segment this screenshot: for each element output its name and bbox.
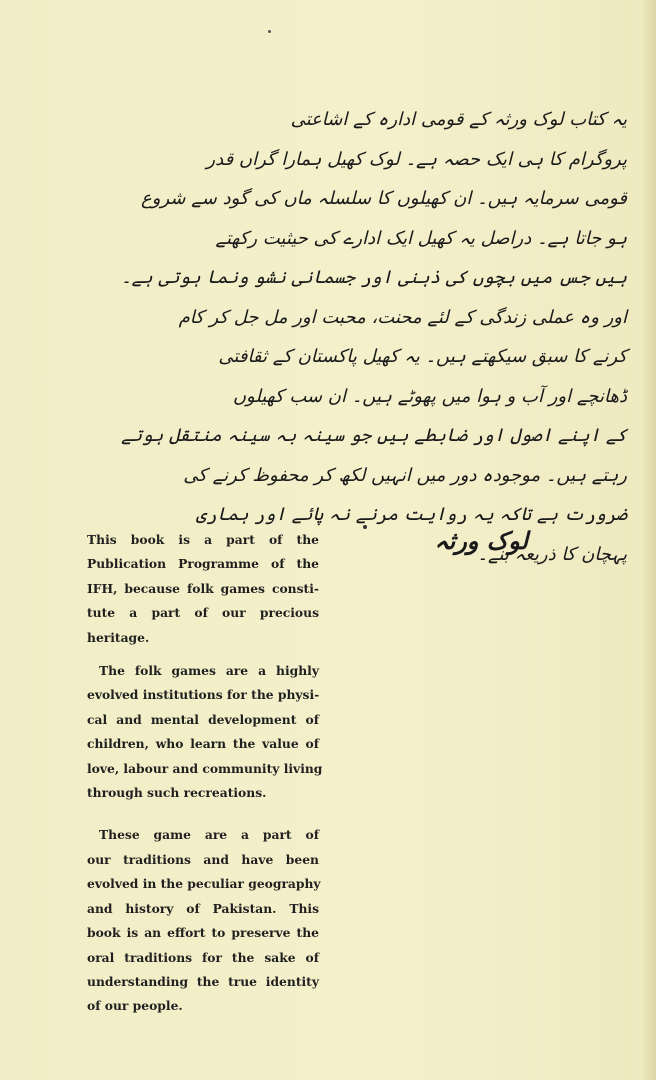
text-line: These game are a part of xyxy=(99,827,319,843)
urdu-line: ڈھانچے اور آب و ہوا میں پھوٹے ہیں۔ ان سب کھیلوں xyxy=(232,385,627,407)
text-line: understanding the true identity xyxy=(87,973,319,989)
text-line: tute a part of our precious xyxy=(87,605,319,621)
urdu-line: ہو جاتا ہے۔ دراصل یہ کھیل ایک ادارے کی حیثیت رکھتے xyxy=(215,227,627,249)
urdu-line: ضرورت ہے تاکہ یہ روایت مرنے نہ پائے اور ہماری xyxy=(195,504,627,525)
text-line: oral traditions for the sake of xyxy=(87,949,319,965)
urdu-line: ہیں جس میں بچوں کی ذہنی اور جسمانی نشو ونما ہوتی ہے۔ xyxy=(121,267,627,288)
urdu-line: رہتے ہیں۔ موجودہ دور میں انہیں لکھ کر محفوظ کرنے کی xyxy=(183,464,627,486)
text-line: our traditions and have been xyxy=(87,851,319,867)
english-paragraph-1 xyxy=(87,528,319,650)
text-line: through such recreations. xyxy=(87,785,267,801)
ink-speck xyxy=(268,30,271,33)
text-line: love, labour and community living xyxy=(87,760,323,776)
text-line: evolved in the peculiar geography xyxy=(87,876,321,892)
text-line: heritage. xyxy=(87,629,150,645)
english-paragraph-2 xyxy=(87,659,323,805)
english-text xyxy=(87,528,323,1019)
urdu-line: پہچان کا ذریعہ بنے۔ xyxy=(477,543,627,565)
text-line: The folk games are a highly xyxy=(99,663,319,679)
urdu-line: اور وہ عملی زندگی کے لئے محنت، محبت اور مل جل کر کام xyxy=(178,306,627,328)
text-line: cal and mental development of xyxy=(87,711,319,727)
urdu-line: کرنے کا سبق سیکھتے ہیں۔ یہ کھیل پاکستان کے ثقافتی xyxy=(218,346,627,367)
urdu-line: پروگرام کا ہی ایک حصہ ہے۔ لوک کھیل ہمارا گراں قدر xyxy=(206,148,627,170)
text-line: children, who learn the value of xyxy=(87,736,319,752)
text-line: IFH, because folk games consti- xyxy=(87,580,319,596)
text-line: book is an effort to preserve the xyxy=(87,925,319,941)
text-line: of our people. xyxy=(87,998,183,1014)
text-line: evolved institutions for the physi- xyxy=(87,687,320,703)
urdu-line: کے اپنے اصول اور ضابطے ہیں جو سینہ بہ سینہ منتقل ہوتے xyxy=(121,425,627,446)
english-paragraph-3 xyxy=(87,823,319,1018)
urdu-line: یہ کتاب لوک ورثہ کے قومی ادارہ کے اشاعتی xyxy=(290,109,627,130)
text-line: This book is a part of the xyxy=(87,532,319,547)
urdu-line: قومی سرمایہ ہیں۔ ان کھیلوں کا سلسلہ ماں کی گود سے شروع xyxy=(141,188,627,209)
urdu-signature: لوک ورثہ xyxy=(434,527,528,555)
text-line: and history of Pakistan. This xyxy=(87,900,319,916)
text-line: Publication Programme of the xyxy=(87,556,319,572)
page-edge-shadow xyxy=(642,0,656,1080)
